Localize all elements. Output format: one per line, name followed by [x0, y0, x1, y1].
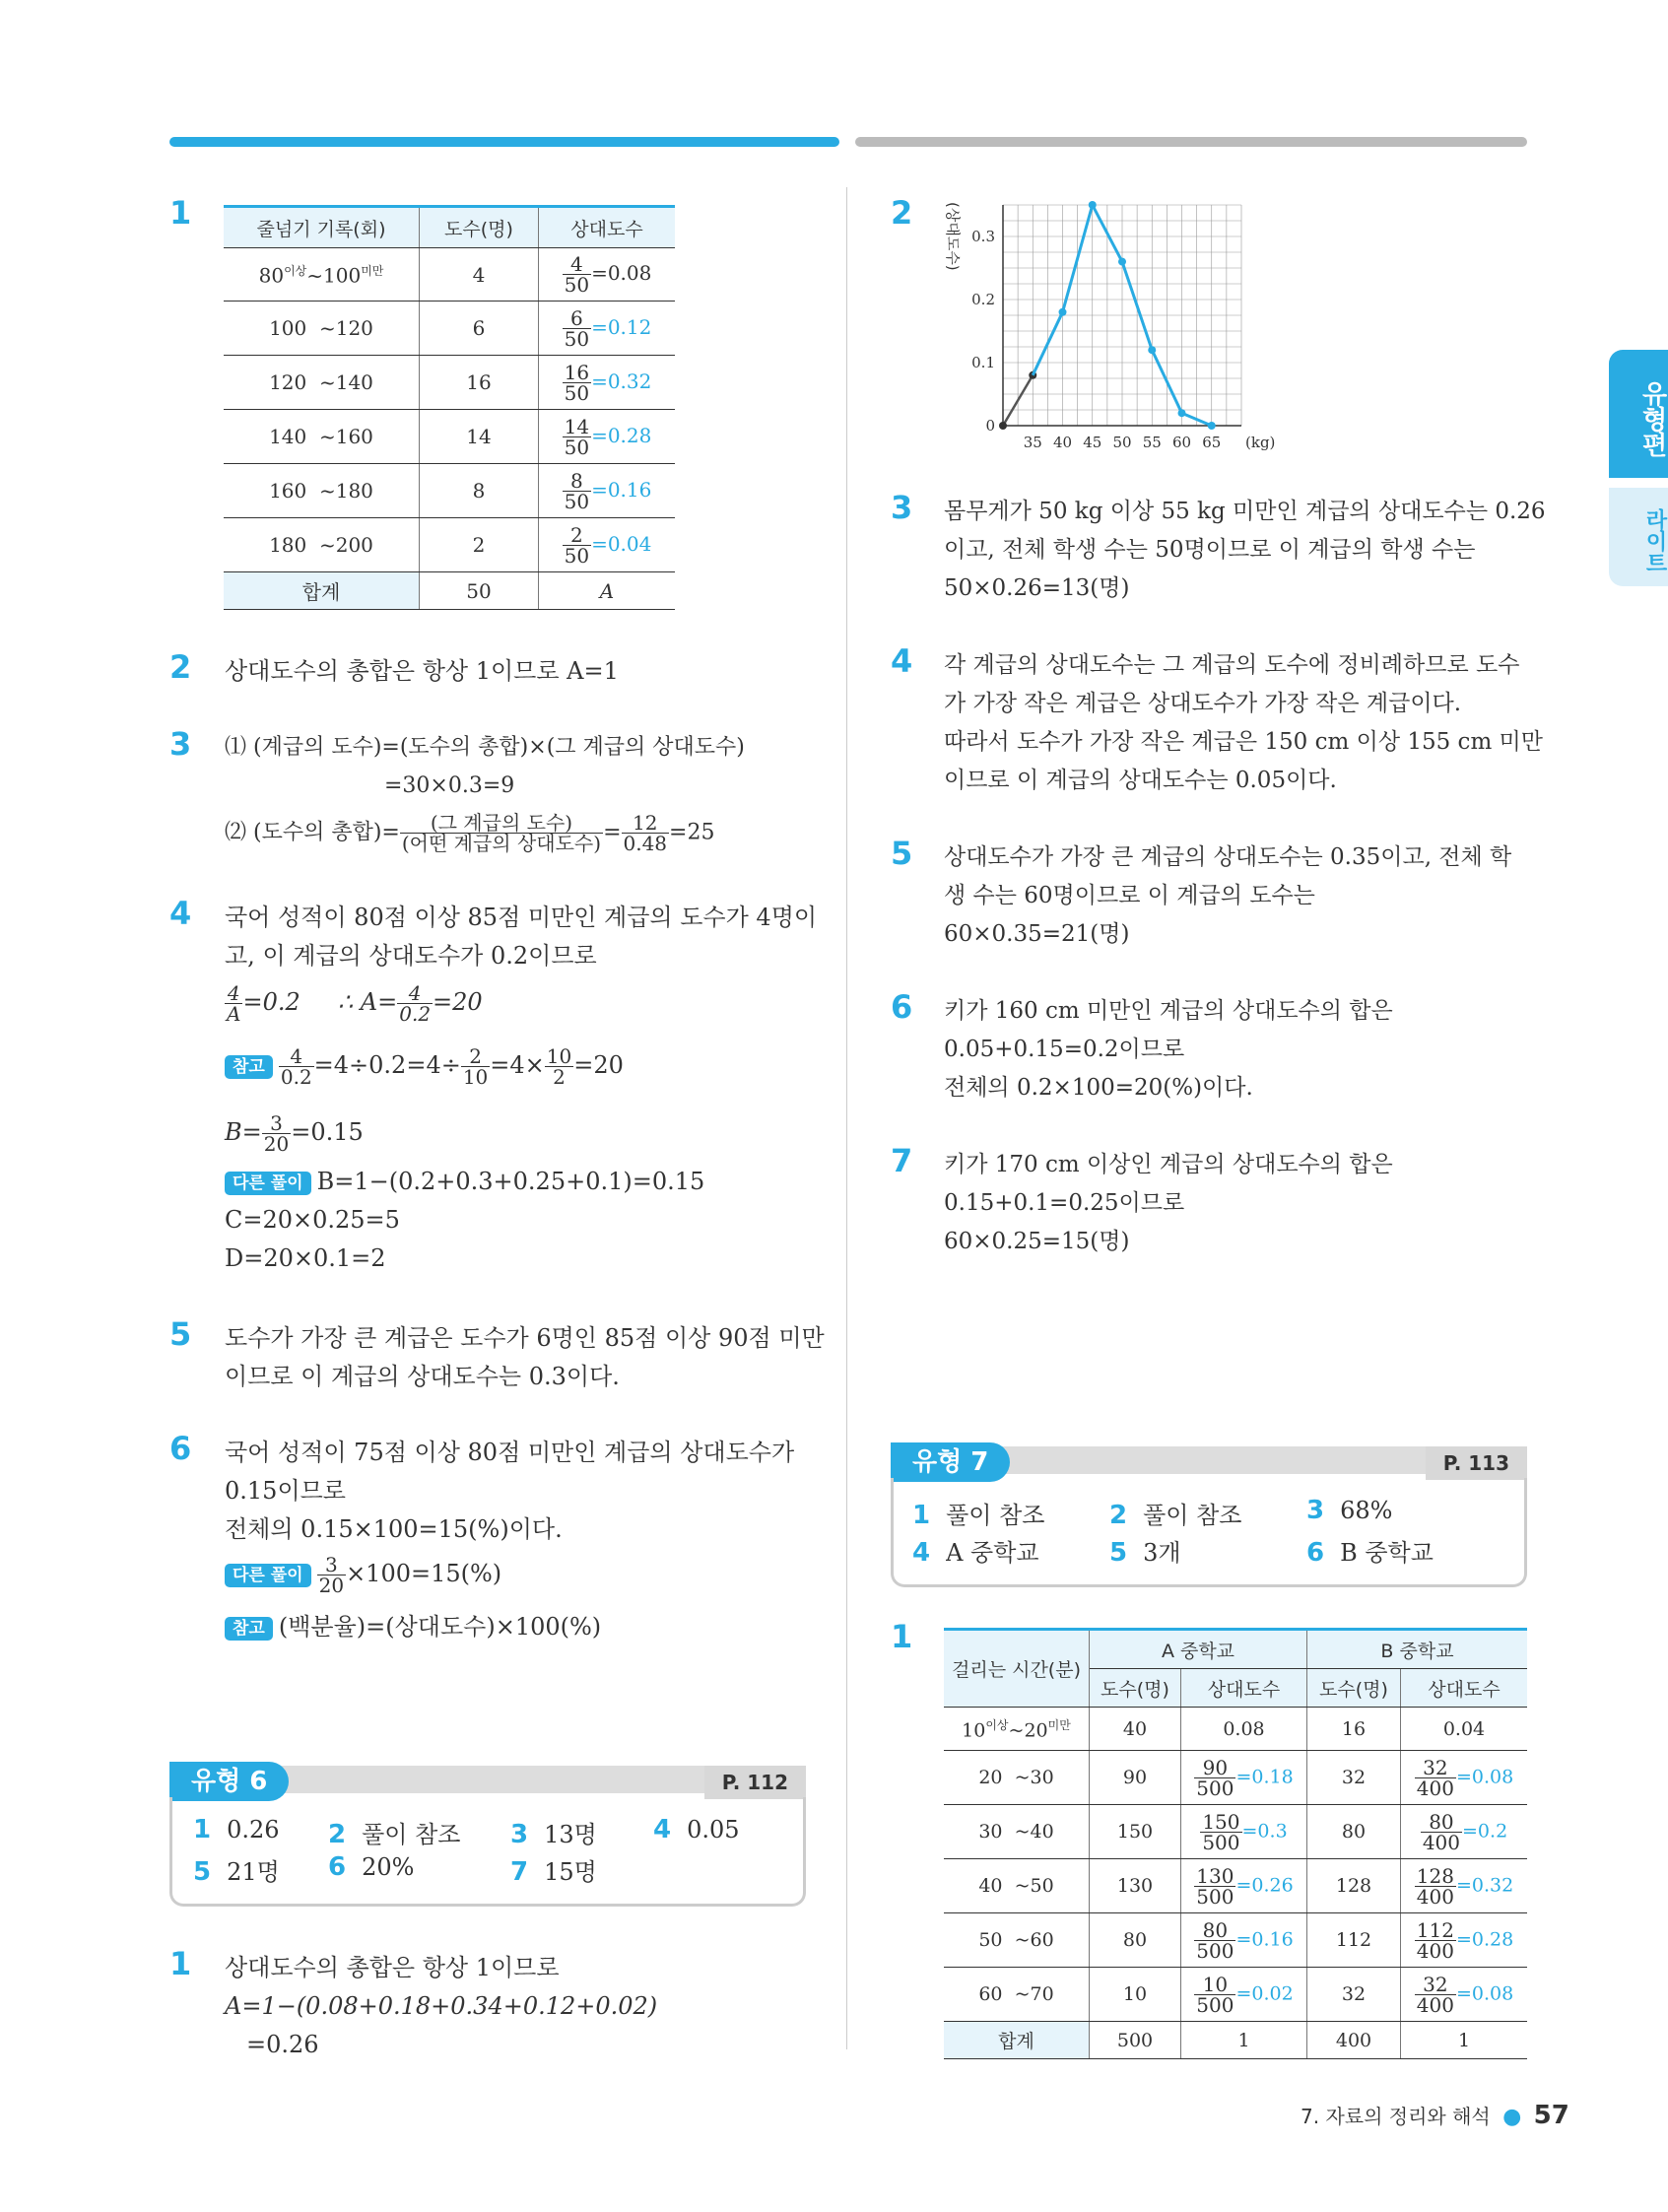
q4-b: B= $\frac{3}{20}$ =0.15 — [225, 1111, 364, 1156]
q4-c: C=20×0.25=5 — [225, 1206, 400, 1234]
q6-number: 6 — [169, 1430, 192, 1467]
answer-item: 7 15명 — [510, 1857, 597, 1887]
q2-number: 2 — [169, 648, 192, 686]
table-row: 100 ~120 6 $\frac{6}{50}$ =0.12 — [224, 302, 675, 356]
y-tick-label: 0.2 — [971, 291, 995, 308]
q4-alt: 다른 풀이 B=1−(0.2+0.3+0.25+0.1)=0.15 — [225, 1163, 704, 1200]
rq5-number: 5 — [891, 835, 913, 872]
answer-item: 2 풀이 참조 — [328, 1820, 461, 1849]
data-point — [1059, 308, 1067, 316]
q5-number: 5 — [169, 1315, 192, 1353]
table-row: 50 ~60 80 $\frac{80}{500}$ =0.16 112 $\frac{112}{400}$ =0.28 — [944, 1913, 1527, 1968]
rq7-line3: 60×0.25=15(명) — [944, 1229, 1130, 1254]
data-point — [1148, 346, 1156, 354]
type7-page: P. 113 — [1426, 1446, 1527, 1480]
rq4-number: 4 — [891, 642, 913, 680]
side-tab-light[interactable]: 라이트 — [1609, 488, 1668, 586]
t6q1-line1: 상대도수의 총합은 항상 1이므로 — [225, 1954, 560, 1981]
rq5-line3: 60×0.35=21(명) — [944, 921, 1130, 947]
type6-label: 유형 6 — [169, 1762, 289, 1801]
table-row: 20 ~30 90 $\frac{90}{500}$ =0.18 32 $\frac{32}{400}$ =0.08 — [944, 1751, 1527, 1805]
rq3-line2: 이고, 전체 학생 수는 50명이므로 이 계급의 학생 수는 — [944, 537, 1476, 563]
q3-line1: ⑴ (계급의 도수)=(도수의 총합)×(그 계급의 상대도수) — [225, 735, 745, 760]
rq7-number: 7 — [891, 1142, 913, 1179]
q6-line1: 국어 성적이 75점 이상 80점 미만인 계급의 상대도수가 — [225, 1439, 795, 1466]
x-tick-label: 55 — [1142, 434, 1162, 451]
q4-line2: 고, 이 계급의 상대도수가 0.2이므로 — [225, 942, 597, 970]
q4-d: D=20×0.1=2 — [225, 1244, 386, 1272]
q5-line2: 이므로 이 계급의 상대도수는 0.3이다. — [225, 1363, 620, 1390]
data-point — [1178, 409, 1186, 417]
rq7-line2: 0.15+0.1=0.25이므로 — [944, 1190, 1185, 1216]
answer-item: 3 68% — [1306, 1496, 1393, 1525]
rq4-line3: 따라서 도수가 가장 작은 계급은 150 cm 이상 155 cm 미만 — [944, 729, 1543, 755]
q3-number: 3 — [169, 725, 192, 763]
reference-tag: 참고 — [225, 1617, 273, 1641]
x-tick-label: 45 — [1083, 434, 1102, 451]
rq5-line1: 상대도수가 가장 큰 계급의 상대도수는 0.35이고, 전체 학 — [944, 844, 1512, 870]
y-axis-label: (상대도수) — [944, 202, 962, 271]
data-point — [999, 422, 1007, 430]
y-tick-label: 0 — [985, 417, 995, 435]
side-tab-type[interactable]: 유형편 — [1609, 350, 1668, 478]
table-row: 160 ~180 8 $\frac{8}{50}$ =0.16 — [224, 464, 675, 518]
rq4-line1: 각 계급의 상대도수는 그 계급의 도수에 정비례하므로 도수 — [944, 652, 1520, 678]
rq6-number: 6 — [891, 988, 913, 1026]
rq3-line3: 50×0.26=13(명) — [944, 575, 1130, 601]
q6-line3: 전체의 0.15×100=15(%)이다. — [225, 1515, 563, 1543]
rq6-line1: 키가 160 cm 미만인 계급의 상대도수의 합은 — [944, 998, 1393, 1024]
table-row: 180 ~200 2 $\frac{2}{50}$ =0.04 — [224, 518, 675, 572]
footer-dot: ● — [1502, 2105, 1522, 2129]
rq7-line1: 키가 170 cm 이상인 계급의 상대도수의 합은 — [944, 1152, 1393, 1177]
q6-line2: 0.15이므로 — [225, 1477, 346, 1505]
top-bar-left — [169, 137, 839, 147]
answer-item: 6 20% — [328, 1852, 415, 1882]
t6q1-line3: =0.26 — [246, 2031, 319, 2058]
alternative-tag: 다른 풀이 — [225, 1564, 311, 1587]
answer-item: 1 0.26 — [193, 1815, 280, 1844]
y-tick-label: 0.1 — [971, 354, 995, 371]
q6-alt: 다른 풀이 $\frac{3}{20}$ ×100=15(%) — [225, 1555, 501, 1595]
t6q1-line2: A=1−(0.08+0.18+0.34+0.12+0.02) — [225, 1992, 658, 2020]
table-row: $10^{이상}\sim 20^{미만}$ 40 0.08 16 0.04 — [944, 1708, 1527, 1751]
table-row: 120 ~140 16 $\frac{16}{50}$ =0.32 — [224, 356, 675, 410]
q2-text: 상대도수의 총합은 항상 1이므로 A=1 — [225, 657, 619, 685]
top-bar-right — [855, 137, 1527, 147]
relative-frequency-polygon — [936, 197, 1276, 463]
answer-item: 5 21명 — [193, 1857, 280, 1887]
table-total-row: 합계 500 1 400 1 — [944, 2022, 1527, 2059]
x-tick-label: 40 — [1052, 434, 1073, 451]
rq5-line2: 생 수는 60명이므로 이 계급의 도수는 — [944, 883, 1315, 908]
data-point — [1089, 201, 1097, 209]
t6q1-number: 1 — [169, 1945, 192, 1982]
x-tick-label: 60 — [1171, 434, 1192, 451]
rq4-line2: 가 가장 작은 계급은 상대도수가 가장 작은 계급이다. — [944, 691, 1462, 716]
q1-number: 1 — [169, 194, 192, 232]
y-tick-label: 0.3 — [971, 228, 995, 245]
table-total-row: 합계 50 A — [224, 572, 675, 610]
rq6-line2: 0.05+0.15=0.2이므로 — [944, 1037, 1185, 1062]
table-row: 40 ~50 130 $\frac{130}{500}$ =0.26 128 $\frac{128}{400}$ =0.32 — [944, 1859, 1527, 1913]
table-row: 60 ~70 10 $\frac{10}{500}$ =0.02 32 $\frac{32}{400}$ =0.08 — [944, 1968, 1527, 2022]
q3-line2: =30×0.3=9 — [384, 773, 515, 798]
x-tick-label: 35 — [1023, 434, 1042, 451]
type6-header — [169, 1762, 806, 1795]
rq6-line3: 전체의 0.2×100=20(%)이다. — [944, 1075, 1253, 1101]
footer-chapter: 7. 자료의 정리와 해석 — [1301, 2105, 1491, 2128]
footer — [1301, 2101, 1569, 2130]
answer-item: 3 13명 — [510, 1820, 597, 1849]
answer-item: 5 3개 — [1109, 1538, 1181, 1568]
rq3-number: 3 — [891, 489, 913, 526]
reference-tag: 참고 — [225, 1055, 273, 1079]
answer-item: 1 풀이 참조 — [912, 1501, 1045, 1530]
t7q1-number: 1 — [891, 1618, 913, 1655]
q4-number: 4 — [169, 895, 192, 932]
table-header-class: 줄넘기 기록(회) — [224, 207, 420, 248]
rq3-line1: 몸무게가 50 kg 이상 55 kg 미만인 계급의 상대도수는 0.26 — [944, 499, 1546, 524]
column-divider — [846, 187, 847, 2049]
table-header-time: 걸리는 시간(분) — [944, 1630, 1090, 1708]
answer-item: 2 풀이 참조 — [1109, 1501, 1242, 1530]
answer-item: 4 A 중학교 — [912, 1538, 1039, 1568]
jump-rope-table — [224, 205, 675, 610]
commute-time-table: 걸리는 시간(분) A 중학교 B 중학교 도수(명) 상대도수 도수(명) 상대도수 $10^{이상}\sim 20^{미만}$ 40 0.08 16 0.04 20 ~30 90 $\frac{90}{500}$ =0.18 32 $\frac{32}{400}$ =0.08 30 ~40 150 $\frac{150}{500}$ =0.3 80 $\frac{80}{400}$ =0.2 40 ~50 130 $\frac{130}{500}$ =0.26 128 $\frac{128}{400}$ =0.32 50 ~60 80 $\frac{80}{500}$ =0.16 112 $\frac{112}{400}$ =0.28 60 ~70 10 $\frac{10}{500}$ =0.02 32 $\frac{32}{400}$ =0.08 합계 500 1 400 1 — [944, 1628, 1527, 2059]
table-header-rel: 상대도수 — [539, 207, 676, 248]
answer-item: 6 B 중학교 — [1306, 1538, 1434, 1568]
type6-page: P. 112 — [704, 1766, 806, 1799]
data-point — [1118, 258, 1126, 266]
rq4-line4: 이므로 이 계급의 상대도수는 0.05이다. — [944, 768, 1337, 793]
data-point — [1208, 422, 1216, 430]
table-row: 140 ~160 14 $\frac{14}{50}$ =0.28 — [224, 410, 675, 464]
q5-line1: 도수가 가장 큰 계급은 도수가 6명인 85점 이상 90점 미만 — [225, 1324, 825, 1352]
page-number: 57 — [1533, 2101, 1569, 2130]
q4-reference: 참고 $\frac{4}{0.2}$ =4÷0.2=4÷ $\frac{2}{10}$ =4× $\frac{10}{2}$ =20 — [225, 1046, 624, 1087]
table-row: 30 ~40 150 $\frac{150}{500}$ =0.3 80 $\frac{80}{400}$ =0.2 — [944, 1805, 1527, 1859]
type7-label: 유형 7 — [891, 1442, 1010, 1482]
rq2-number: 2 — [891, 194, 913, 232]
q3-line3: ⑵ (도수의 총합)= (그 계급의 도수) (어떤 계급의 상대도수) = $\frac{12}{0.48}$ =25 — [225, 811, 715, 855]
q4-line1: 국어 성적이 80점 이상 85점 미만인 계급의 도수가 4명이 — [225, 904, 818, 931]
type7-header — [891, 1442, 1527, 1476]
x-tick-label: 65 — [1202, 434, 1222, 451]
q6-ref: 참고 (백분율)=(상대도수)×100(%) — [225, 1608, 601, 1645]
table-header-a: A 중학교 — [1090, 1630, 1307, 1669]
table-row: $80^{이상}\sim 100^{미만}$ 4 $\frac{4}{50}$ =0.08 — [224, 248, 675, 302]
alternative-tag: 다른 풀이 — [225, 1172, 311, 1195]
table-header-freq: 도수(명) — [420, 207, 539, 248]
x-axis-label: (kg) — [1245, 434, 1276, 451]
x-tick-label: 50 — [1112, 434, 1132, 451]
answer-item: 4 0.05 — [653, 1815, 740, 1844]
q4-formula: $\frac{4}{A}$ =0.2 ∴ A= $\frac{4}{0.2}$ =20 — [227, 981, 483, 1026]
table-header-b: B 중학교 — [1307, 1630, 1528, 1669]
